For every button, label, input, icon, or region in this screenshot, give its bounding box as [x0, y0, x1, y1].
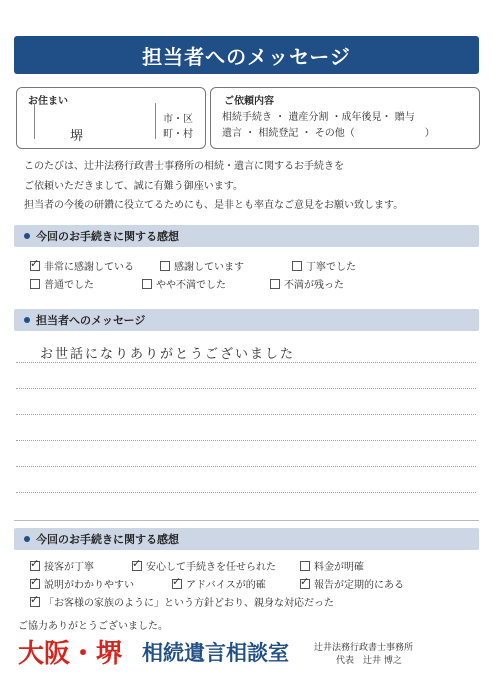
section-title: 今回のお手続きに関する感想: [36, 230, 179, 243]
checkbox-option[interactable]: 不満が残った: [270, 276, 344, 291]
checkbox-option[interactable]: ✓説明がわかりやすい: [30, 576, 134, 591]
checkbox-option[interactable]: ✓非常に感謝している: [30, 258, 134, 273]
office-name: 辻井法務行政書士事務所: [314, 643, 414, 653]
address-handwritten: 堺: [70, 129, 84, 144]
city-ward-label: 市・区: [163, 114, 193, 125]
ruled-line: [16, 388, 476, 389]
address-label: お住まい: [28, 96, 68, 107]
checkbox-option[interactable]: 普通でした: [30, 276, 94, 291]
section-header-impressions-detail: [14, 528, 479, 550]
handwritten-message: お世話になりありがとうございました: [40, 347, 296, 362]
checkbox-option[interactable]: ✓ アドバイスが的確: [172, 576, 266, 591]
request-options-line2: 遺言 ・ 相続登記 ・ その他（ ）: [222, 128, 435, 139]
checkbox-icon: [292, 261, 302, 271]
checkbox-option[interactable]: 丁寧でした: [292, 258, 356, 273]
checkbox-icon: [160, 261, 170, 271]
checkbox-option[interactable]: 感謝しています: [160, 258, 244, 273]
checkbox-checked-icon: [30, 597, 40, 607]
divider: [14, 520, 479, 521]
bullet-icon: [24, 536, 30, 542]
checkbox-option[interactable]: ✓「お客様の家族のように」という方針どおり、親身な対応だった: [30, 594, 334, 609]
title-banner: [14, 36, 479, 74]
checkbox-icon: [300, 561, 310, 571]
bullet-icon: [24, 317, 30, 323]
checkbox-option[interactable]: ✓接客が丁寧: [30, 558, 94, 573]
checkbox-checked-icon: [300, 579, 310, 589]
checkbox-option[interactable]: 料金が明確: [300, 558, 364, 573]
checkbox-checked-icon: [30, 579, 40, 589]
brand-location: 大阪・堺: [18, 638, 123, 668]
checkbox-checked-icon: [132, 561, 142, 571]
address-field[interactable]: [34, 103, 156, 139]
checkbox-option[interactable]: やや不満でした: [142, 276, 226, 291]
checkbox-icon: [30, 279, 40, 289]
checkbox-checked-icon: [30, 561, 40, 571]
checkbox-checked-icon: [172, 579, 182, 589]
section-header-message: [14, 309, 479, 331]
intro-line: 担当者の今後の研鑽に役立てるためにも、是非とも率直なご意見をお願い致します。: [24, 200, 404, 211]
brand-name: 相続遺言相談室: [142, 641, 289, 665]
request-options-line1: 相続手続き ・ 遺産分割 ・成年後見・ 贈与: [222, 112, 415, 123]
representative-name: 代表 辻井 博之: [336, 656, 402, 666]
ruled-line: [16, 440, 476, 441]
town-village-label: 町・村: [163, 129, 193, 140]
thanks-text: ご協力ありがとうございました。: [18, 621, 168, 632]
checkbox-icon: [142, 279, 152, 289]
checkbox-checked-icon: [30, 261, 40, 271]
section-title: 担当者へのメッセージ: [36, 314, 146, 327]
checkbox-icon: [270, 279, 280, 289]
request-label: ご依頼内容: [224, 96, 274, 107]
intro-line: このたびは、辻井法務行政書士事務所の相続・遺言に関するお手続きを: [24, 161, 344, 172]
ruled-line: [16, 414, 476, 415]
intro-line: ご依頼いただきまして、誠に有難う御座います。: [24, 181, 243, 192]
ruled-line: [16, 466, 476, 467]
ruled-line: [16, 492, 476, 493]
checkbox-option[interactable]: ✓ 報告が定期的にある: [300, 576, 404, 591]
ruled-line: [16, 362, 476, 363]
section-title: 今回のお手続きに関する感想: [36, 533, 179, 546]
checkbox-option[interactable]: ✓ 安心して手続きを任せられた: [132, 558, 276, 573]
bullet-icon: [24, 233, 30, 239]
page-title: 担当者へのメッセージ: [142, 44, 351, 69]
section-header-impressions: [14, 225, 479, 247]
